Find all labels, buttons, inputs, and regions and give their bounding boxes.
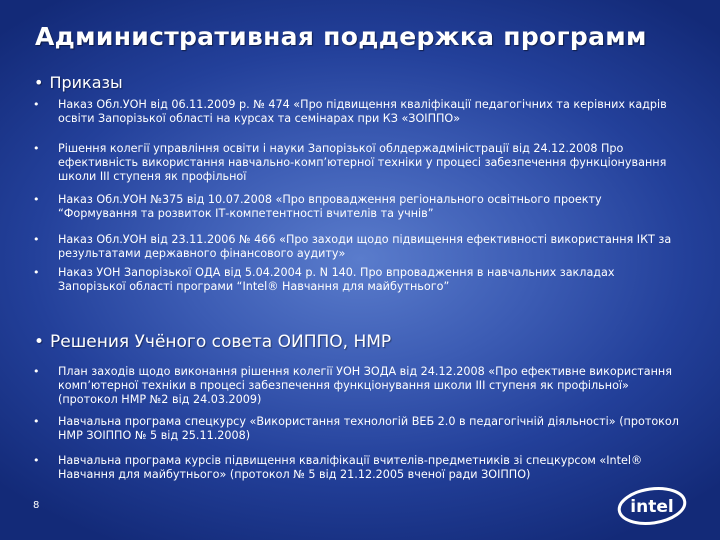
list-item-order-3: [30, 193, 680, 221]
bullet-dot: •: [33, 98, 40, 111]
page-number: 8: [33, 500, 40, 511]
bullet-dot: •: [33, 142, 40, 155]
section-heading-label: Решения Учёного совета ОИППО, НМР: [50, 332, 392, 352]
bullet-dot: •: [33, 454, 40, 467]
section-heading-council-decisions: [34, 332, 391, 352]
list-item-decision-1: [30, 365, 680, 407]
bullet-dot: •: [33, 193, 40, 206]
slide-title: Административная поддержка программ: [35, 22, 647, 51]
list-item-order-1: [30, 98, 680, 126]
list-item-text: Навчальна програма спецкурсу «Використання технологій ВЕБ 2.0 в педагогічній діяльності» (протокол НМР ЗОІППО № 5 від 25.11.2008): [58, 415, 679, 442]
list-item-text: Наказ УОН Запорізької ОДА від 5.04.2004 р. N 140. Про впровадження в навчальних закладах Запорізької області програми “Intel® Навчання для майбутнього”: [58, 266, 615, 293]
bullet-dot: •: [33, 415, 40, 428]
list-item-text: План заходів щодо виконання рішення колегії УОН ЗОДА від 24.12.2008 «Про ефективне використання комп’ютерної техніки в процесі забезпечення функціонування школи ІІІ ступеня як профільної» (протокол НМР №2 від 24.03.2009): [58, 365, 672, 406]
list-item-order-2: [30, 142, 680, 184]
section-bullet: •: [34, 332, 45, 352]
list-item-text: Наказ Обл.УОН від 23.11.2006 № 466 «Про заходи щодо підвищення ефективності використання ІКТ за результатами державного фінансового аудиту»: [58, 233, 672, 260]
list-item-text: Навчальна програма курсів підвищення кваліфікації вчителів-предметників зі спецкурсом «Intel® Навчання для майбутнього» (протокол № 5 від 21.12.2005 вченої ради ЗОІППО): [58, 454, 643, 481]
list-item-text: Наказ Обл.УОН від 06.11.2009 р. № 474 «Про підвищення кваліфікації педагогічних та керівних кадрів освіти Запорізької області на курсах та семінарах при КЗ «ЗОІППО»: [58, 98, 667, 125]
bullet-dot: •: [33, 266, 40, 279]
section-bullet: •: [34, 73, 44, 92]
list-item-decision-2: [30, 415, 680, 443]
bullet-dot: •: [33, 365, 40, 378]
bullet-dot: •: [33, 233, 40, 246]
list-item-order-5: [30, 266, 680, 294]
section-heading-label: Приказы: [49, 73, 123, 92]
list-item-text: Рішення колегії управління освіти і науки Запорізької облдержадміністрації від 24.12.2008 Про ефективність використання навчально-комп’ютерної техніки у процесі забезпечення функціонування школи ІІІ ступеня як профільної: [58, 142, 667, 183]
intel-logo: [614, 480, 690, 530]
list-item-decision-3: [30, 454, 680, 482]
list-item-order-4: [30, 233, 680, 261]
section-heading-orders: [34, 73, 123, 92]
logo-text: intel: [630, 497, 674, 517]
list-item-text: Наказ Обл.УОН №375 від 10.07.2008 «Про впровадження регіонального освітнього проекту “Формування та розвиток ІТ-компетентності вчителів та учнів”: [58, 193, 602, 220]
